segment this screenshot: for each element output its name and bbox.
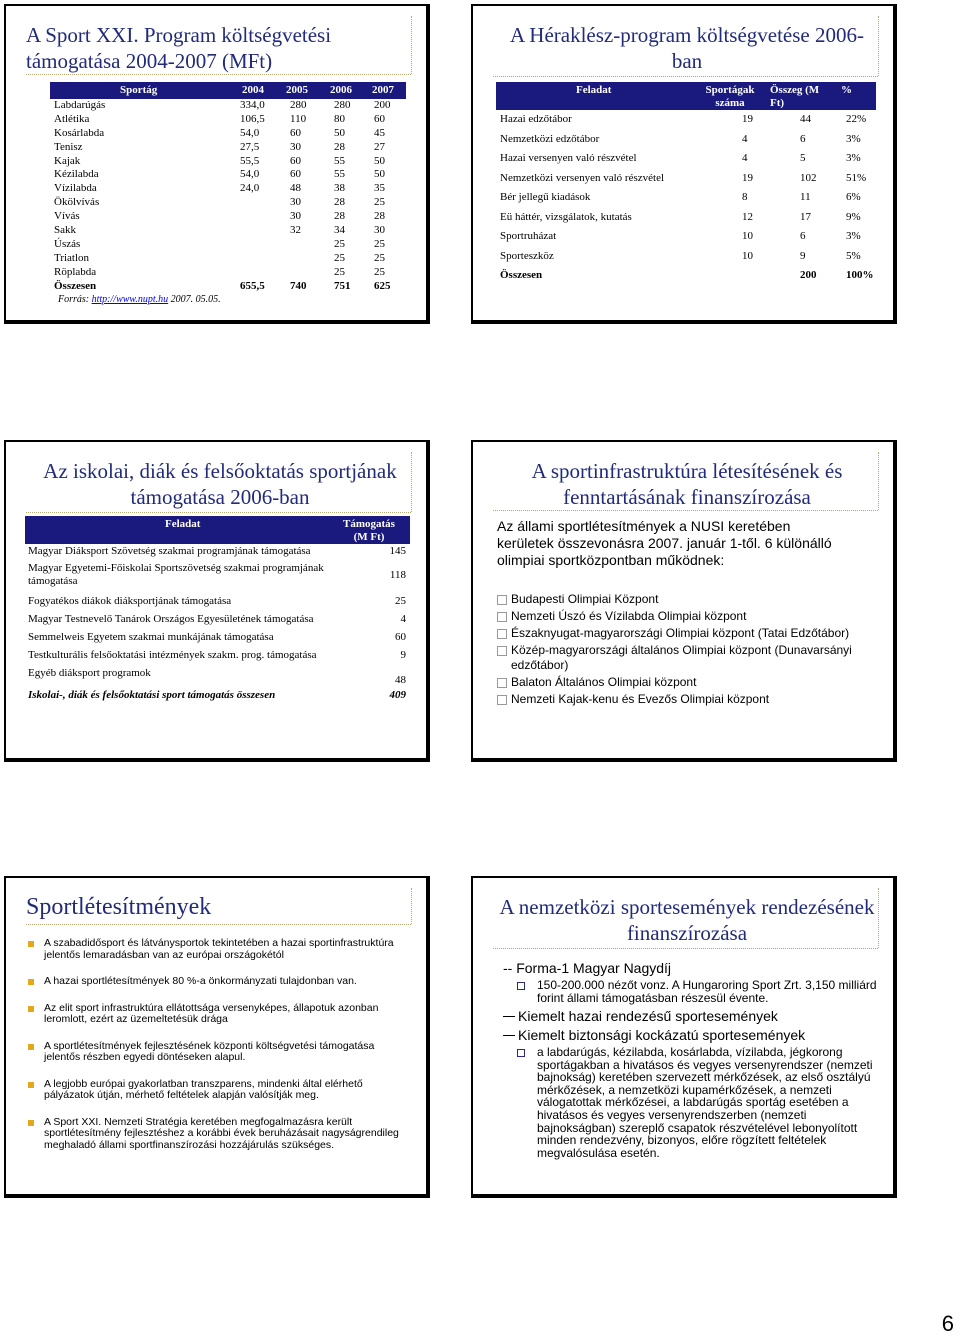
table-body bbox=[496, 110, 876, 286]
list-item-text: A legjobb európai gyakorlatban transzparens, mindenki által elérhető pályázatok útján, mérhető feltételek alapján valósítják meg. bbox=[44, 1077, 363, 1101]
slide-title: A nemzetközi sportesemények rendezésének finanszírozása bbox=[499, 895, 875, 945]
slide-title: Sportlétesítmények bbox=[26, 894, 212, 920]
list-item-text: Északnyugat-magyarországi Olimpiai központ (Tatai Edzőtábor) bbox=[511, 626, 850, 640]
header-sport: Sportág bbox=[120, 84, 158, 96]
task-value: 10 bbox=[742, 249, 753, 262]
table-row bbox=[50, 196, 406, 210]
list-item-text: Budapesti Olimpiai Központ bbox=[511, 592, 659, 606]
square-bullet-icon bbox=[28, 1006, 34, 1012]
title-divider-vertical bbox=[878, 16, 879, 76]
slide-sport-facilities bbox=[4, 876, 430, 1198]
task-value: 9 bbox=[800, 249, 806, 262]
year-value: 35 bbox=[374, 182, 385, 195]
year-value: 48 bbox=[290, 182, 301, 195]
task-name: Sportruházat bbox=[500, 230, 557, 242]
list-item-text: A szabadidősport és látványsportok tekintetében a hazai sportinfrastruktúra jelentős lemaradásban van az európai országokétól bbox=[44, 937, 394, 961]
year-value: 32 bbox=[290, 224, 301, 237]
heraklesz-table bbox=[496, 82, 876, 286]
table-row bbox=[25, 612, 410, 630]
year-value: 25 bbox=[374, 251, 385, 264]
list-item bbox=[497, 675, 857, 690]
source-link[interactable]: http://www.nupt.hu bbox=[91, 294, 169, 305]
header-percent: % bbox=[841, 84, 852, 96]
table-row bbox=[25, 666, 410, 688]
table-row bbox=[496, 130, 876, 150]
table-row bbox=[50, 252, 406, 266]
table-row bbox=[50, 266, 406, 280]
year-value: 28 bbox=[374, 210, 385, 223]
year-value: 280 bbox=[334, 99, 351, 111]
year-value: 334,0 bbox=[240, 99, 265, 111]
page-number: 6 bbox=[941, 1311, 954, 1336]
list-item-text: A sportlétesítmények fejlesztésének központi költségvetési támogatása jelentős részben egyedi döntéseken alapul. bbox=[44, 1039, 375, 1063]
title-divider bbox=[493, 948, 878, 949]
task-value: 22% bbox=[846, 113, 867, 125]
sport-name: Tenisz bbox=[54, 140, 83, 153]
year-value: 50 bbox=[334, 126, 345, 139]
year-value: 45 bbox=[374, 126, 385, 139]
high-risk-detail-text: a labdarúgás, kézilabda, kosárlabda, vízilabda, jégkorong sportágakban a hivatásos és vegyes versenyrendszer (nemzeti bajnokság) keretében szervezett mérkőzések, az első osztályú mérkőzések, a nemzetközi kupamérkőzések, a nemzeti válogatottak mérkőzései, a labdarúgás sportág esetében a hivatásos és vegyes versenyrendszerben (nemzeti bajnokságban) szereplő csapatok részvételével lebonyolított minden rendezvény, bizonyos, előre rögzített feltételek megvalósulása esetén. bbox=[537, 1045, 873, 1160]
list-item-text: A Sport XXI. Nemzeti Stratégia keretében megfogalmazásra került sportlétesítmény fejlesztéshez a korábbi évek beruházásait nagyságrendileg meghaladó állami sportfinanszírozási hozzájárulás szükséges. bbox=[44, 1115, 399, 1151]
year-value: 751 bbox=[334, 279, 351, 292]
checkbox-bullet-icon bbox=[497, 595, 507, 605]
high-risk-detail bbox=[517, 1046, 887, 1159]
sport-name: Vívás bbox=[54, 210, 80, 223]
table-row bbox=[50, 238, 406, 252]
year-value: 60 bbox=[290, 154, 301, 167]
table-row bbox=[496, 266, 876, 286]
table-header bbox=[25, 516, 410, 544]
table-row bbox=[496, 149, 876, 169]
list-item bbox=[26, 1041, 406, 1064]
table-row bbox=[50, 155, 406, 169]
task-value: 10 bbox=[742, 230, 753, 242]
year-value: 30 bbox=[290, 210, 301, 223]
task-value: 6 bbox=[800, 230, 806, 242]
list-item-text: Balaton Általános Olimpiai központ bbox=[511, 675, 697, 689]
year-value: 55,5 bbox=[240, 154, 260, 167]
table-row bbox=[25, 688, 410, 708]
task-value: 145 bbox=[389, 545, 406, 557]
year-value: 54,0 bbox=[240, 126, 260, 139]
table-row bbox=[50, 182, 406, 196]
slide-title: A Sport XXI. Program költségvetési támogatása 2004-2007 (MFt) bbox=[26, 23, 332, 73]
year-value: 80 bbox=[334, 112, 345, 125]
year-value: 34 bbox=[334, 224, 345, 237]
task-name: Hazai versenyen való részvétel bbox=[500, 152, 637, 164]
task-value: 4 bbox=[742, 152, 748, 164]
national-events-text: Kiemelt hazai rendezésű sportesemények bbox=[518, 1008, 778, 1024]
square-bullet-icon bbox=[28, 979, 34, 985]
year-value: 24,0 bbox=[240, 182, 260, 195]
task-name: Egyéb diáksport programok bbox=[28, 667, 151, 679]
sport-name: Triatlon bbox=[54, 251, 90, 264]
year-value: 28 bbox=[334, 140, 345, 153]
checkbox-bullet-icon bbox=[517, 1049, 525, 1057]
year-value: 25 bbox=[374, 237, 385, 250]
task-name: Magyar Diáksport Szövetség szakmai programjának támogatása bbox=[28, 545, 311, 557]
list-item bbox=[26, 1117, 406, 1152]
source-note bbox=[58, 294, 221, 305]
sport-name: Vízilabda bbox=[54, 182, 97, 195]
task-name: Sporteszköz bbox=[500, 249, 554, 262]
task-name: Fogyatékos diákok diáksportjának támogatása bbox=[28, 595, 232, 607]
task-name: Magyar Egyetemi-Főiskolai Sportszövetség szakmai programjának támogatása bbox=[28, 562, 324, 587]
task-value: 200 bbox=[800, 269, 817, 281]
table-row bbox=[25, 630, 410, 648]
year-value: 27,5 bbox=[240, 140, 260, 153]
task-value: 12 bbox=[742, 210, 753, 223]
source-date: 2007. 05.05. bbox=[168, 294, 221, 305]
title-divider-vertical bbox=[878, 452, 879, 510]
task-value: 60 bbox=[395, 631, 406, 643]
list-item bbox=[497, 592, 857, 607]
year-value: 200 bbox=[374, 99, 391, 111]
task-name: Semmelweis Egyetem szakmai munkájának támogatása bbox=[28, 631, 274, 643]
year-value: 625 bbox=[374, 279, 391, 292]
task-value: 6% bbox=[846, 191, 861, 203]
year-value: 655,5 bbox=[240, 279, 265, 292]
list-item bbox=[497, 692, 857, 707]
sport-name: Kajak bbox=[54, 154, 81, 167]
task-value: 19 bbox=[742, 171, 753, 184]
task-value: 409 bbox=[389, 689, 406, 701]
list-item bbox=[497, 643, 857, 673]
year-value: 25 bbox=[334, 237, 345, 250]
year-value: 30 bbox=[374, 224, 385, 237]
high-risk-events-line bbox=[503, 1027, 805, 1043]
table-row bbox=[25, 561, 410, 594]
table-row bbox=[25, 594, 410, 612]
header-task: Feladat bbox=[576, 84, 612, 96]
year-value: 38 bbox=[334, 182, 345, 195]
task-name: Bér jellegű kiadások bbox=[500, 191, 591, 203]
dash-bullet-icon bbox=[503, 1035, 515, 1036]
slide-international-events bbox=[471, 876, 897, 1198]
task-value: 44 bbox=[800, 113, 811, 125]
slide-heraklesz-budget bbox=[471, 4, 897, 324]
year-value: 28 bbox=[334, 210, 345, 223]
year-value: 50 bbox=[374, 154, 385, 167]
task-value: 4 bbox=[400, 613, 406, 625]
year-value: 30 bbox=[290, 140, 301, 153]
year-value: 25 bbox=[374, 196, 385, 209]
table-row bbox=[496, 110, 876, 130]
table-body bbox=[25, 544, 410, 708]
formula1-detail bbox=[517, 979, 887, 1005]
header-sport-count: Sportágak száma bbox=[705, 84, 755, 109]
list-item bbox=[26, 1079, 406, 1102]
checkbox-bullet-icon bbox=[497, 612, 507, 622]
task-value: 5% bbox=[846, 249, 861, 262]
task-value: 6 bbox=[800, 132, 806, 145]
year-value: 54,0 bbox=[240, 168, 260, 181]
table-row bbox=[50, 210, 406, 224]
header-amount: Összeg (M Ft) bbox=[770, 84, 820, 109]
olympic-centers-list bbox=[497, 592, 857, 709]
year-value: 55 bbox=[334, 154, 345, 167]
checkbox-bullet-icon bbox=[517, 982, 525, 990]
square-bullet-icon bbox=[28, 1082, 34, 1088]
year-value: 28 bbox=[334, 196, 345, 209]
sport-name: Röplabda bbox=[54, 265, 97, 278]
checkbox-bullet-icon bbox=[497, 695, 507, 705]
square-bullet-icon bbox=[28, 941, 34, 947]
table-row bbox=[50, 168, 406, 182]
title-divider-vertical bbox=[878, 888, 879, 948]
title-divider bbox=[493, 510, 878, 511]
square-bullet-icon bbox=[28, 1044, 34, 1050]
slide-title: A Héraklész-program költségvetése 2006-ban bbox=[510, 23, 864, 73]
task-value: 8 bbox=[742, 191, 748, 203]
slide-title: Az iskolai, diák és felsőoktatás sportjának támogatása 2006-ban bbox=[43, 459, 397, 509]
task-value: 4 bbox=[742, 132, 748, 145]
table-row bbox=[25, 544, 410, 561]
sport-name: Sakk bbox=[54, 224, 76, 237]
formula1-detail-text: 150-200.000 nézőt vonz. A Hungaroring Sport Zrt. 3,150 milliárd forint állami támogatásban részesül évente. bbox=[537, 978, 877, 1005]
title-divider bbox=[26, 512, 411, 513]
dash-bullet-icon bbox=[503, 1016, 515, 1017]
year-value: 50 bbox=[374, 168, 385, 181]
table-row bbox=[25, 648, 410, 666]
sport-name: Atlétika bbox=[54, 112, 90, 125]
header-2007: 2007 bbox=[372, 84, 394, 96]
year-value: 55 bbox=[334, 168, 345, 181]
title-divider-vertical bbox=[411, 888, 412, 924]
table-row bbox=[496, 169, 876, 189]
table-header bbox=[496, 82, 876, 110]
list-item-text: Nemzeti Kajak-kenu és Evezős Olimpiai központ bbox=[511, 692, 770, 706]
list-item-text: A hazai sportlétesítmények 80 %-a önkormányzati tulajdonban van. bbox=[44, 975, 357, 987]
task-value: 5 bbox=[800, 152, 806, 164]
task-value: 118 bbox=[389, 569, 406, 581]
year-value: 60 bbox=[290, 168, 301, 181]
header-2006: 2006 bbox=[330, 84, 352, 96]
list-item-text: Nemzeti Úszó és Vízilabda Olimpiai központ bbox=[511, 609, 747, 623]
task-value: 51% bbox=[846, 171, 867, 184]
year-value: 25 bbox=[334, 265, 345, 278]
table-row bbox=[50, 141, 406, 155]
table-row bbox=[496, 208, 876, 228]
table-row bbox=[50, 127, 406, 141]
year-value: 27 bbox=[374, 140, 385, 153]
table-row bbox=[496, 188, 876, 208]
list-item bbox=[26, 976, 406, 988]
year-value: 30 bbox=[290, 196, 301, 209]
sport-name: Ökölvívás bbox=[54, 196, 100, 209]
table-row bbox=[50, 280, 406, 294]
task-value: 3% bbox=[846, 152, 861, 164]
title-divider bbox=[26, 924, 411, 925]
year-value: 740 bbox=[290, 279, 307, 292]
list-item bbox=[497, 626, 857, 641]
task-name: Összesen bbox=[500, 269, 543, 281]
slide-title: A sportinfrastruktúra létesítésének és fenntartásának finanszírozása bbox=[531, 459, 843, 509]
year-value: 25 bbox=[374, 265, 385, 278]
task-name: Testkulturális felsőoktatási intézmények szakm. prog. támogatása bbox=[28, 649, 317, 661]
header-support: Támogatás (M Ft) bbox=[343, 518, 395, 543]
task-value: 17 bbox=[800, 210, 811, 223]
list-item-text: Az elit sport infrastruktúra ellátottsága versenyképes, állapotuk azonban leromlott, ezért az üzemeltetésük drága bbox=[44, 1001, 379, 1025]
budget-table bbox=[50, 82, 406, 293]
slide-school-sport-support bbox=[4, 440, 430, 762]
list-item bbox=[26, 1003, 406, 1026]
task-name: Eü háttér, vizsgálatok, kutatás bbox=[500, 210, 632, 223]
table-header bbox=[50, 82, 406, 99]
high-risk-events-text: Kiemelt biztonsági kockázatú sportesemények bbox=[518, 1027, 806, 1043]
national-events-line bbox=[503, 1008, 778, 1024]
year-value: 280 bbox=[290, 99, 307, 111]
header-2004: 2004 bbox=[242, 84, 264, 96]
checkbox-bullet-icon bbox=[497, 629, 507, 639]
title-divider-vertical bbox=[411, 452, 412, 512]
task-value: 9 bbox=[400, 649, 406, 661]
school-sport-table bbox=[25, 516, 410, 708]
list-item bbox=[26, 938, 406, 961]
header-task: Feladat bbox=[165, 518, 201, 530]
table-body bbox=[50, 99, 406, 293]
task-value: 19 bbox=[742, 113, 753, 125]
sport-name: Labdarúgás bbox=[54, 99, 106, 111]
slide-sport-xxi-budget bbox=[4, 4, 430, 324]
task-value: 3% bbox=[846, 132, 861, 145]
table-row bbox=[50, 224, 406, 238]
task-name: Iskolai-, diák és felsőoktatási sport támogatás összesen bbox=[28, 689, 276, 701]
task-value: 3% bbox=[846, 230, 861, 242]
year-value: 60 bbox=[374, 112, 385, 125]
task-value: 100% bbox=[846, 269, 874, 281]
task-value: 11 bbox=[800, 191, 811, 203]
task-name: Magyar Testnevelő Tanárok Országos Egyesületének támogatása bbox=[28, 613, 314, 625]
checkbox-bullet-icon bbox=[497, 646, 507, 656]
year-value: 25 bbox=[334, 251, 345, 264]
task-value: 9% bbox=[846, 210, 861, 223]
year-value: 110 bbox=[290, 112, 307, 125]
year-value: 106,5 bbox=[240, 112, 265, 125]
sport-name: Kosárlabda bbox=[54, 126, 105, 139]
task-name: Hazai edzőtábor bbox=[500, 113, 572, 125]
list-item-text: Közép-magyarországi általános Olimpiai központ (Dunavarsányi edzőtábor) bbox=[511, 643, 852, 672]
table-row bbox=[496, 247, 876, 267]
task-name: Nemzetközi versenyen való részvétel bbox=[500, 171, 665, 184]
list-item bbox=[497, 609, 857, 624]
table-row bbox=[50, 113, 406, 127]
title-divider bbox=[26, 74, 411, 75]
sport-name: Kézilabda bbox=[54, 168, 99, 181]
sport-name: Úszás bbox=[54, 237, 81, 250]
slide-infrastructure-financing bbox=[471, 440, 897, 762]
square-bullet-icon bbox=[28, 1120, 34, 1126]
year-value: 60 bbox=[290, 126, 301, 139]
title-divider bbox=[493, 76, 878, 77]
intro-text: Az állami sportlétesítmények a NUSI keretében kerületek összevonásra 2007. január 1-től. 6 különálló olimpiai sportközpontban működnek: bbox=[497, 518, 832, 568]
table-row bbox=[496, 227, 876, 247]
sport-name: Összesen bbox=[54, 279, 97, 292]
facilities-bullet-list bbox=[26, 938, 406, 1166]
source-prefix: Forrás: bbox=[58, 294, 92, 305]
table-row bbox=[50, 99, 406, 113]
task-value: 25 bbox=[395, 595, 406, 607]
task-value: 48 bbox=[395, 674, 406, 686]
formula1-line: -- Forma-1 Magyar Nagydíj bbox=[503, 960, 672, 976]
title-divider-vertical bbox=[411, 16, 412, 74]
task-name: Nemzetközi edzőtábor bbox=[500, 132, 600, 145]
task-value: 102 bbox=[800, 171, 817, 184]
checkbox-bullet-icon bbox=[497, 678, 507, 688]
header-2005: 2005 bbox=[286, 84, 308, 96]
